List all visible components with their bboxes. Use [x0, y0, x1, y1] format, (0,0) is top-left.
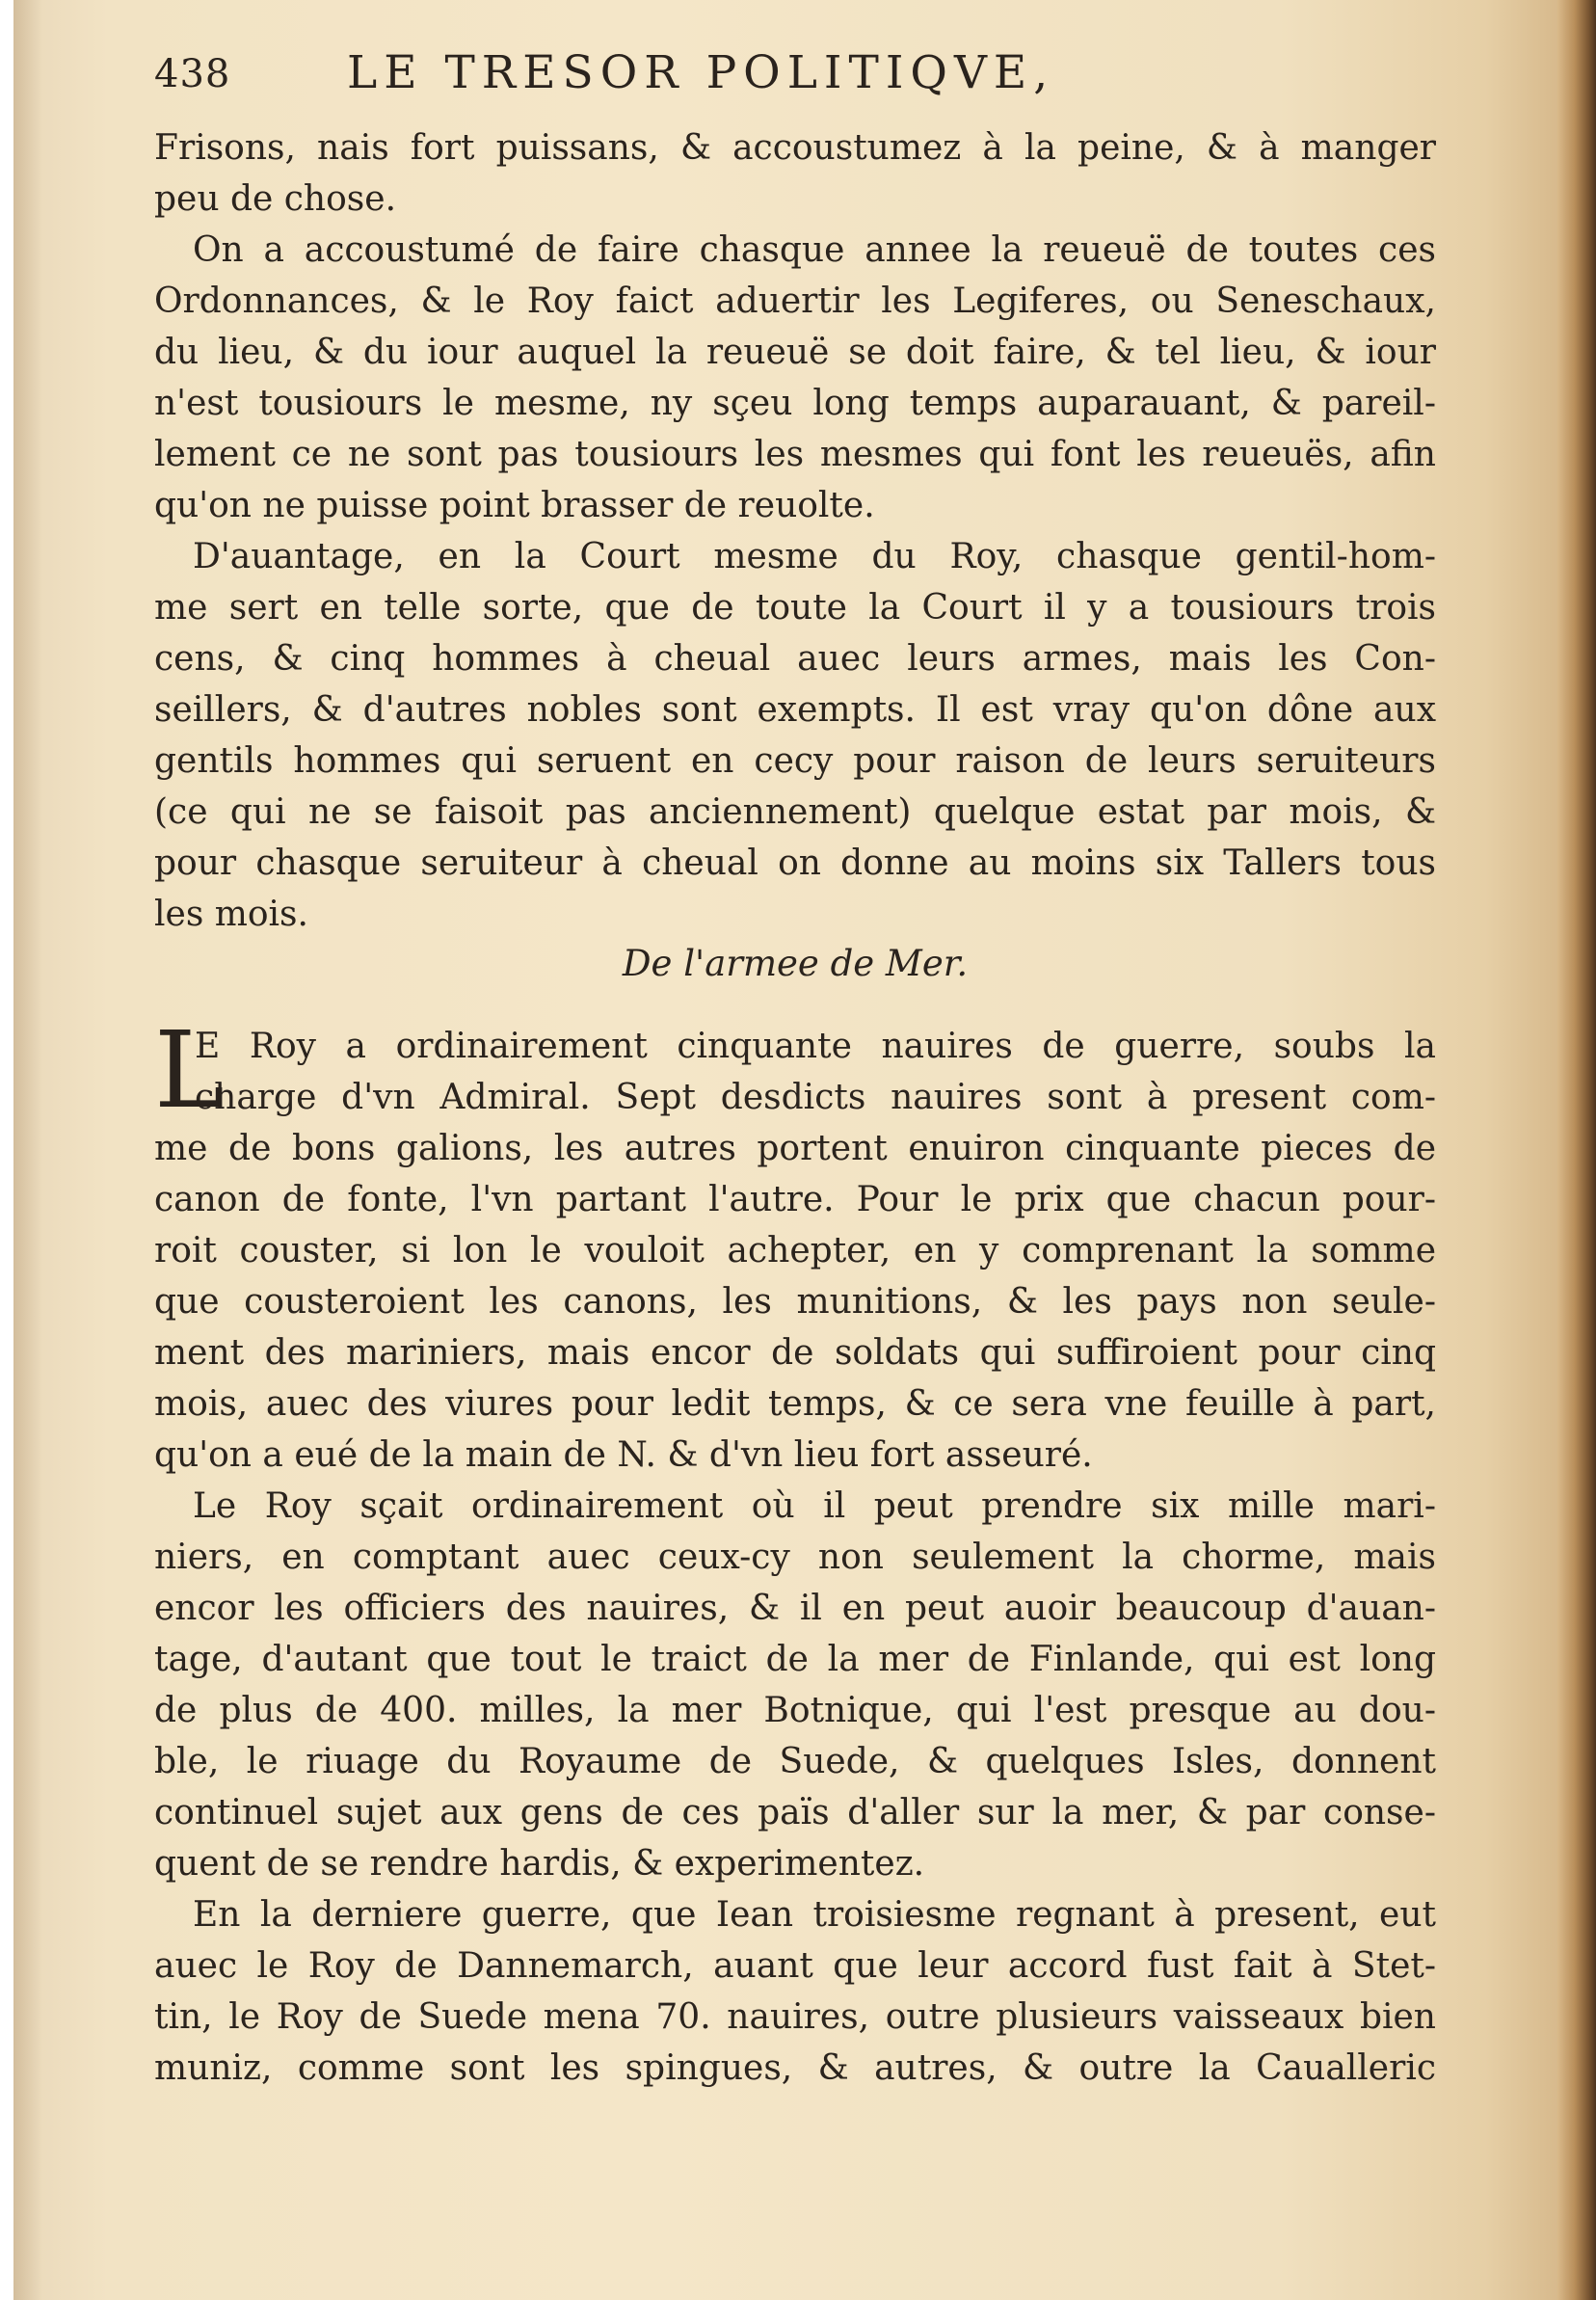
text-line: peu de chose.: [154, 179, 397, 219]
text-line: que cousteroient les canons, les munitions, & les pays non seule-: [154, 1282, 1436, 1322]
text-line: Le Roy sçait ordinairement où il peut prendre six mille mari-: [193, 1486, 1436, 1526]
running-title: LE TRESOR POLITIQVE,: [347, 46, 1055, 99]
text-line: lement ce ne sont pas tousiours les mesmes qui font les reueuës, afin: [154, 435, 1436, 474]
text-line: du lieu, & du iour auquel la reueuë se doit faire, & tel lieu, & iour: [154, 333, 1436, 372]
text-line: En la derniere guerre, que Iean troisiesme regnant à present, eut: [193, 1895, 1436, 1935]
text-line: canon de fonte, l'vn partant l'autre. Pour le prix que chacun pour-: [154, 1180, 1436, 1219]
text-line: de plus de 400. milles, la mer Botnique, qui l'est presque au dou-: [154, 1691, 1436, 1730]
text-line: me de bons galions, les autres portent enuiron cinquante pieces de: [154, 1129, 1436, 1168]
text-line: n'est tousiours le mesme, ny sçeu long temps auparauant, & pareil-: [154, 384, 1436, 423]
running-head: [154, 39, 1436, 100]
text-line: tin, le Roy de Suede mena 70. nauires, outre plusieurs vaisseaux bien: [154, 1997, 1436, 2037]
text-line: pour chasque seruiteur à cheual on donne au moins six Tallers tous: [154, 843, 1436, 883]
page-fore-edge: [1557, 0, 1596, 2300]
text-line: gentils hommes qui seruent en cecy pour raison de leurs seruiteurs: [154, 741, 1436, 781]
text-line: charge d'vn Admiral. Sept desdicts nauires sont à present com-: [195, 1078, 1436, 1117]
text-line: roit couster, si lon le vouloit achepter, en y comprenant la somme: [154, 1231, 1436, 1270]
text-line: auec le Roy de Dannemarch, auant que leur accord fust fait à Stet-: [154, 1946, 1436, 1986]
text-line: quent de se rendre hardis, & experimentez.: [154, 1844, 925, 1884]
text-line: Ordonnances, & le Roy faict aduertir les Legiferes, ou Seneschaux,: [154, 281, 1436, 321]
text-line: cens, & cinq hommes à cheual auec leurs armes, mais les Con-: [154, 639, 1436, 679]
text-line: niers, en comptant auec ceux-cy non seulement la chorme, mais: [154, 1538, 1436, 1577]
text-line: encor les officiers des nauires, & il en peut auoir beaucoup d'auan-: [154, 1589, 1436, 1628]
text-line: tage, d'autant que tout le traict de la mer de Finlande, qui est long: [154, 1640, 1436, 1679]
text-line: mois, auec des viures pour ledit temps, & ce sera vne feuille à part,: [154, 1384, 1436, 1424]
text-line: E Roy a ordinairement cinquante nauires de guerre, soubs la: [195, 1027, 1436, 1066]
text-line: ment des mariniers, mais encor de soldats qui suffiroient pour cinq: [154, 1333, 1436, 1373]
text-line: les mois.: [154, 895, 308, 934]
gutter-shadow: [13, 0, 42, 2300]
text-line: muniz, comme sont les spingues, & autres, & outre la Caualleric: [154, 2048, 1436, 2088]
drop-cap: L: [154, 1008, 226, 1132]
text-line: me sert en telle sorte, que de toute la Court il y a tousiours trois: [154, 588, 1436, 628]
text-line: (ce qui ne se faisoit pas anciennement) quelque estat par mois, &: [154, 792, 1436, 832]
text-line: Frisons, nais fort puissans, & accoustumez à la peine, & à manger: [154, 128, 1436, 168]
text-line: seillers, & d'autres nobles sont exempts. Il est vray qu'on dône aux: [154, 690, 1436, 730]
text-line: On a accoustumé de faire chasque annee la reueuë de toutes ces: [193, 230, 1436, 270]
text-line: ble, le riuage du Royaume de Suede, & quelques Isles, donnent: [154, 1742, 1436, 1781]
text-line: qu'on a eué de la main de N. & d'vn lieu fort asseuré.: [154, 1435, 1093, 1475]
text-line: continuel sujet aux gens de ces païs d'aller sur la mer, & par conse-: [154, 1793, 1436, 1832]
text-line: D'auantage, en la Court mesme du Roy, chasque gentil-hom-: [193, 537, 1436, 576]
section-heading: De l'armee de Mer.: [622, 943, 969, 984]
page-number: 438: [154, 52, 231, 96]
text-line: qu'on ne puisse point brasser de reuolte.: [154, 486, 875, 525]
